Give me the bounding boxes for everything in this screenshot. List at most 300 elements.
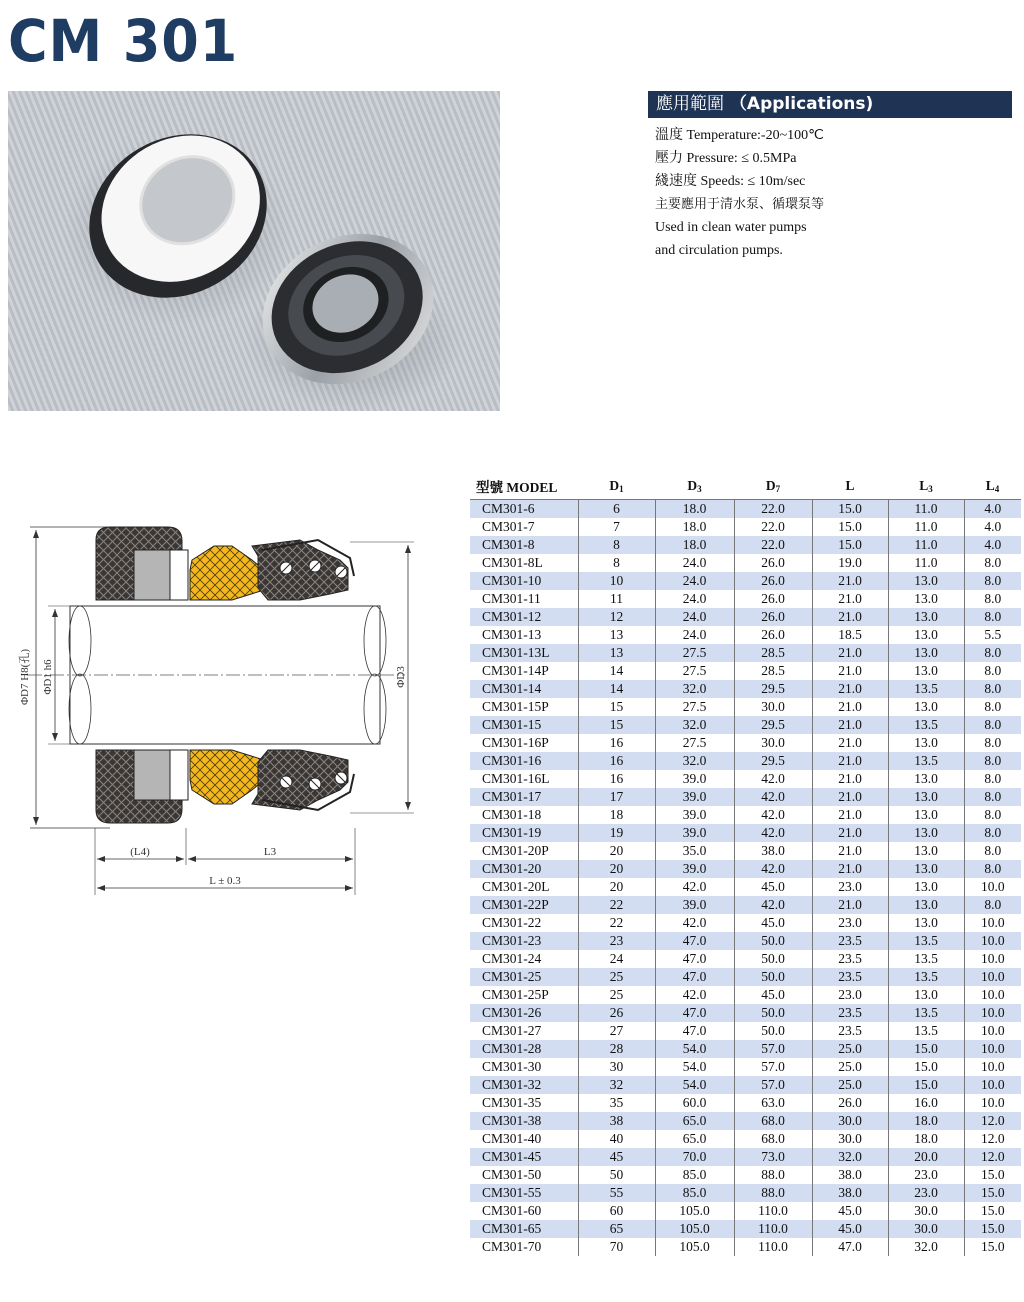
- cell-d3: 27.5: [655, 662, 734, 680]
- cell-d3: 105.0: [655, 1220, 734, 1238]
- cell-d3: 24.0: [655, 572, 734, 590]
- cell-d3: 32.0: [655, 716, 734, 734]
- cell-model: CM301-35: [470, 1094, 578, 1112]
- cell-d3: 18.0: [655, 536, 734, 554]
- cell-l: 45.0: [812, 1202, 888, 1220]
- cell-l3: 13.5: [888, 932, 964, 950]
- cell-model: CM301-20: [470, 860, 578, 878]
- table-row: [470, 1166, 1021, 1184]
- cell-d7: 50.0: [734, 1004, 812, 1022]
- product-photo: [8, 91, 500, 411]
- cell-l4: 10.0: [964, 1076, 1021, 1094]
- cell-d1: 30: [578, 1058, 655, 1076]
- cell-l3: 11.0: [888, 518, 964, 536]
- cell-l3: 13.0: [888, 572, 964, 590]
- cell-l4: 8.0: [964, 842, 1021, 860]
- cell-l3: 30.0: [888, 1202, 964, 1220]
- table-row: [470, 698, 1021, 716]
- cell-d1: 20: [578, 860, 655, 878]
- dimension-table: [470, 473, 1021, 1256]
- cell-d7: 45.0: [734, 986, 812, 1004]
- cell-l4: 8.0: [964, 554, 1021, 572]
- cell-l3: 18.0: [888, 1130, 964, 1148]
- cell-d3: 42.0: [655, 914, 734, 932]
- table-row: [470, 734, 1021, 752]
- cell-l: 38.0: [812, 1166, 888, 1184]
- cell-l3: 20.0: [888, 1148, 964, 1166]
- cell-model: CM301-6: [470, 500, 578, 519]
- dim-label-l4: (L4): [130, 846, 150, 858]
- cell-l: 23.5: [812, 932, 888, 950]
- cell-l: 15.0: [812, 500, 888, 519]
- cell-l: 25.0: [812, 1058, 888, 1076]
- cell-d3: 47.0: [655, 1022, 734, 1040]
- cell-l: 23.5: [812, 1004, 888, 1022]
- cell-l4: 8.0: [964, 770, 1021, 788]
- cell-l3: 13.0: [888, 608, 964, 626]
- cell-model: CM301-8L: [470, 554, 578, 572]
- cell-l4: 4.0: [964, 536, 1021, 554]
- cell-d7: 29.5: [734, 680, 812, 698]
- cell-l4: 10.0: [964, 1094, 1021, 1112]
- header-d7: $D_7$: [765, 478, 781, 494]
- cell-d7: 42.0: [734, 788, 812, 806]
- cell-d7: 42.0: [734, 860, 812, 878]
- cell-d3: 105.0: [655, 1202, 734, 1220]
- cell-l4: 10.0: [964, 986, 1021, 1004]
- table-row: [470, 914, 1021, 932]
- cell-l4: 4.0: [964, 518, 1021, 536]
- cell-l4: 8.0: [964, 788, 1021, 806]
- cell-l: 19.0: [812, 554, 888, 572]
- cell-model: CM301-30: [470, 1058, 578, 1076]
- cell-model: CM301-32: [470, 1076, 578, 1094]
- cell-model: CM301-15P: [470, 698, 578, 716]
- header-d1: $D_1$: [609, 478, 624, 494]
- cell-d1: 24: [578, 950, 655, 968]
- usage-line-cn: 主要應用于清水泵、循環泵等: [655, 197, 825, 212]
- cell-l: 21.0: [812, 788, 888, 806]
- cell-d7: 63.0: [734, 1094, 812, 1112]
- cell-l3: 13.0: [888, 878, 964, 896]
- cell-l: 23.0: [812, 986, 888, 1004]
- cell-d7: 30.0: [734, 734, 812, 752]
- cell-d1: 60: [578, 1202, 655, 1220]
- cell-d7: 26.0: [734, 554, 812, 572]
- cell-d3: 70.0: [655, 1148, 734, 1166]
- cell-l3: 11.0: [888, 500, 964, 519]
- table-row: [470, 986, 1021, 1004]
- cell-l4: 8.0: [964, 824, 1021, 842]
- cell-model: CM301-11: [470, 590, 578, 608]
- header-model: 型號 MODEL: [476, 480, 558, 495]
- cell-l3: 11.0: [888, 554, 964, 572]
- cell-d3: 27.5: [655, 698, 734, 716]
- table-row: [470, 662, 1021, 680]
- cell-l3: 13.0: [888, 626, 964, 644]
- cell-model: CM301-16P: [470, 734, 578, 752]
- cell-model: CM301-18: [470, 806, 578, 824]
- cell-d1: 15: [578, 698, 655, 716]
- dim-label-l3: L3: [263, 846, 277, 858]
- cell-model: CM301-22: [470, 914, 578, 932]
- cell-l4: 10.0: [964, 1040, 1021, 1058]
- cell-d1: 65: [578, 1220, 655, 1238]
- applications-list: [655, 124, 824, 262]
- cell-d1: 32: [578, 1076, 655, 1094]
- cell-l4: 15.0: [964, 1220, 1021, 1238]
- cell-l: 25.0: [812, 1076, 888, 1094]
- cell-model: CM301-40: [470, 1130, 578, 1148]
- cell-d1: 16: [578, 770, 655, 788]
- cell-d1: 14: [578, 680, 655, 698]
- table-row: [470, 680, 1021, 698]
- cell-d1: 14: [578, 662, 655, 680]
- cell-l3: 23.0: [888, 1166, 964, 1184]
- cell-l3: 13.0: [888, 896, 964, 914]
- table-row: [470, 500, 1021, 519]
- cell-d3: 47.0: [655, 932, 734, 950]
- cell-d7: 57.0: [734, 1076, 812, 1094]
- cell-model: CM301-8: [470, 536, 578, 554]
- cell-d3: 24.0: [655, 590, 734, 608]
- cell-l4: 15.0: [964, 1166, 1021, 1184]
- cell-d1: 13: [578, 644, 655, 662]
- cell-l3: 13.5: [888, 1004, 964, 1022]
- cell-l3: 13.0: [888, 806, 964, 824]
- cell-l4: 15.0: [964, 1202, 1021, 1220]
- cell-d1: 13: [578, 626, 655, 644]
- cell-model: CM301-55: [470, 1184, 578, 1202]
- cell-d1: 10: [578, 572, 655, 590]
- cell-l: 30.0: [812, 1130, 888, 1148]
- cell-d1: 22: [578, 914, 655, 932]
- cell-d7: 57.0: [734, 1058, 812, 1076]
- cell-l: 21.0: [812, 734, 888, 752]
- cell-l4: 8.0: [964, 608, 1021, 626]
- cell-d1: 55: [578, 1184, 655, 1202]
- cell-l3: 13.0: [888, 824, 964, 842]
- cell-l: 21.0: [812, 896, 888, 914]
- cell-d7: 45.0: [734, 914, 812, 932]
- cell-d1: 40: [578, 1130, 655, 1148]
- cell-d7: 22.0: [734, 536, 812, 554]
- cell-l: 21.0: [812, 806, 888, 824]
- cell-l4: 8.0: [964, 662, 1021, 680]
- cell-d1: 28: [578, 1040, 655, 1058]
- cell-d7: 50.0: [734, 932, 812, 950]
- table-row: [470, 536, 1021, 554]
- cell-d1: 22: [578, 896, 655, 914]
- cell-model: CM301-65: [470, 1220, 578, 1238]
- cell-d7: 26.0: [734, 608, 812, 626]
- cell-l4: 8.0: [964, 896, 1021, 914]
- cell-l: 21.0: [812, 572, 888, 590]
- cell-l3: 13.0: [888, 860, 964, 878]
- header-l4: $L_4$: [985, 478, 1000, 494]
- cell-l4: 15.0: [964, 1238, 1021, 1256]
- cell-l3: 13.0: [888, 590, 964, 608]
- cell-d3: 42.0: [655, 878, 734, 896]
- cell-l4: 10.0: [964, 1004, 1021, 1022]
- table-row: [470, 1130, 1021, 1148]
- cell-d7: 42.0: [734, 770, 812, 788]
- cell-l3: 15.0: [888, 1058, 964, 1076]
- cell-l3: 13.0: [888, 788, 964, 806]
- table-row: [470, 1094, 1021, 1112]
- cell-model: CM301-25P: [470, 986, 578, 1004]
- cell-d7: 29.5: [734, 716, 812, 734]
- cell-model: CM301-15: [470, 716, 578, 734]
- cell-l3: 13.0: [888, 770, 964, 788]
- cell-l: 47.0: [812, 1238, 888, 1256]
- cell-d1: 25: [578, 968, 655, 986]
- cell-d3: 27.5: [655, 734, 734, 752]
- cell-d1: 12: [578, 608, 655, 626]
- cell-d1: 8: [578, 554, 655, 572]
- table-row: [470, 1022, 1021, 1040]
- table-row: [470, 896, 1021, 914]
- cell-d3: 39.0: [655, 896, 734, 914]
- cell-model: CM301-7: [470, 518, 578, 536]
- table-row: [470, 878, 1021, 896]
- cell-model: CM301-16L: [470, 770, 578, 788]
- table-row: [470, 1076, 1021, 1094]
- table-row: [470, 1238, 1021, 1256]
- cell-l4: 8.0: [964, 734, 1021, 752]
- cell-d1: 25: [578, 986, 655, 1004]
- table-row: [470, 1220, 1021, 1238]
- cell-d1: 38: [578, 1112, 655, 1130]
- usage-line-en-1: Used in clean water pumps: [655, 220, 807, 235]
- cell-l3: 13.0: [888, 698, 964, 716]
- cell-d7: 30.0: [734, 698, 812, 716]
- cell-d1: 26: [578, 1004, 655, 1022]
- cell-d3: 18.0: [655, 500, 734, 519]
- cell-l: 15.0: [812, 518, 888, 536]
- cell-l: 21.0: [812, 824, 888, 842]
- applications-header: [648, 91, 1012, 118]
- table-row: [470, 860, 1021, 878]
- cell-l: 21.0: [812, 752, 888, 770]
- cell-d1: 20: [578, 878, 655, 896]
- cell-d3: 32.0: [655, 752, 734, 770]
- cell-l: 21.0: [812, 842, 888, 860]
- cell-d3: 39.0: [655, 770, 734, 788]
- header-d3: $D_3$: [687, 478, 702, 494]
- cell-d3: 35.0: [655, 842, 734, 860]
- cell-l3: 13.0: [888, 914, 964, 932]
- cell-l4: 10.0: [964, 968, 1021, 986]
- table-row: [470, 824, 1021, 842]
- cell-d1: 20: [578, 842, 655, 860]
- cell-d1: 45: [578, 1148, 655, 1166]
- cell-model: CM301-70: [470, 1238, 578, 1256]
- cell-d3: 105.0: [655, 1238, 734, 1256]
- table-row: [470, 1112, 1021, 1130]
- cell-d3: 65.0: [655, 1130, 734, 1148]
- cell-d3: 47.0: [655, 1004, 734, 1022]
- cell-d3: 42.0: [655, 986, 734, 1004]
- cell-d7: 42.0: [734, 824, 812, 842]
- cell-model: CM301-12: [470, 608, 578, 626]
- cell-l: 21.0: [812, 770, 888, 788]
- cell-model: CM301-22P: [470, 896, 578, 914]
- cell-model: CM301-16: [470, 752, 578, 770]
- cell-l: 32.0: [812, 1148, 888, 1166]
- cell-l4: 10.0: [964, 932, 1021, 950]
- cell-l4: 8.0: [964, 590, 1021, 608]
- table-row: [470, 716, 1021, 734]
- cell-d3: 39.0: [655, 806, 734, 824]
- cell-model: CM301-13: [470, 626, 578, 644]
- table-row: [470, 932, 1021, 950]
- dim-label-d3: ΦD3: [395, 666, 407, 688]
- table-body: [470, 500, 1021, 1257]
- cell-d3: 24.0: [655, 554, 734, 572]
- cell-d7: 88.0: [734, 1166, 812, 1184]
- cell-l: 21.0: [812, 644, 888, 662]
- cell-d1: 23: [578, 932, 655, 950]
- table-row: [470, 788, 1021, 806]
- cell-d3: 27.5: [655, 644, 734, 662]
- product-title: CM 301: [8, 7, 239, 75]
- cell-l3: 13.0: [888, 986, 964, 1004]
- cell-d1: 18: [578, 806, 655, 824]
- header-l: L: [845, 478, 855, 493]
- cell-model: CM301-60: [470, 1202, 578, 1220]
- table-row: [470, 1184, 1021, 1202]
- dim-label-d7: ΦD7 H8(孔): [19, 648, 31, 706]
- dim-label-d1: ΦD1 h6: [42, 659, 54, 695]
- cell-d7: 68.0: [734, 1112, 812, 1130]
- cell-d3: 54.0: [655, 1040, 734, 1058]
- cell-l3: 13.0: [888, 734, 964, 752]
- cell-d3: 85.0: [655, 1184, 734, 1202]
- cell-d1: 27: [578, 1022, 655, 1040]
- cell-l4: 10.0: [964, 878, 1021, 896]
- cell-d7: 73.0: [734, 1148, 812, 1166]
- cell-l3: 13.5: [888, 950, 964, 968]
- cell-model: CM301-14P: [470, 662, 578, 680]
- cell-d1: 7: [578, 518, 655, 536]
- cell-l3: 13.0: [888, 644, 964, 662]
- cell-l4: 10.0: [964, 914, 1021, 932]
- cell-d7: 42.0: [734, 806, 812, 824]
- cell-d7: 68.0: [734, 1130, 812, 1148]
- cell-l: 21.0: [812, 590, 888, 608]
- cell-l: 38.0: [812, 1184, 888, 1202]
- cell-model: CM301-25: [470, 968, 578, 986]
- cell-d7: 110.0: [734, 1202, 812, 1220]
- cell-d1: 16: [578, 734, 655, 752]
- cell-d1: 19: [578, 824, 655, 842]
- cell-l4: 12.0: [964, 1148, 1021, 1166]
- cell-d7: 50.0: [734, 950, 812, 968]
- cell-l4: 12.0: [964, 1130, 1021, 1148]
- cell-l3: 15.0: [888, 1076, 964, 1094]
- cell-d7: 26.0: [734, 572, 812, 590]
- cell-l4: 8.0: [964, 698, 1021, 716]
- table-row: [470, 968, 1021, 986]
- cell-model: CM301-24: [470, 950, 578, 968]
- cell-d3: 65.0: [655, 1112, 734, 1130]
- cell-d1: 50: [578, 1166, 655, 1184]
- cell-l3: 11.0: [888, 536, 964, 554]
- cell-model: CM301-17: [470, 788, 578, 806]
- table-row: [470, 1058, 1021, 1076]
- cell-model: CM301-19: [470, 824, 578, 842]
- cell-d7: 38.0: [734, 842, 812, 860]
- cell-d3: 24.0: [655, 626, 734, 644]
- cell-l4: 8.0: [964, 806, 1021, 824]
- cell-d7: 26.0: [734, 626, 812, 644]
- cell-l3: 18.0: [888, 1112, 964, 1130]
- cell-l3: 15.0: [888, 1040, 964, 1058]
- cell-l: 23.5: [812, 950, 888, 968]
- cell-l: 21.0: [812, 608, 888, 626]
- cell-model: CM301-13L: [470, 644, 578, 662]
- table-row: [470, 1040, 1021, 1058]
- cell-d7: 42.0: [734, 896, 812, 914]
- cell-d1: 70: [578, 1238, 655, 1256]
- cell-model: CM301-26: [470, 1004, 578, 1022]
- cell-d7: 29.5: [734, 752, 812, 770]
- cell-model: CM301-45: [470, 1148, 578, 1166]
- cell-d1: 15: [578, 716, 655, 734]
- cell-l3: 13.0: [888, 662, 964, 680]
- cell-d7: 57.0: [734, 1040, 812, 1058]
- cell-l: 21.0: [812, 860, 888, 878]
- cell-d3: 39.0: [655, 788, 734, 806]
- cell-l3: 13.5: [888, 680, 964, 698]
- cell-model: CM301-28: [470, 1040, 578, 1058]
- cell-l4: 8.0: [964, 572, 1021, 590]
- table-row: [470, 554, 1021, 572]
- cell-d7: 110.0: [734, 1220, 812, 1238]
- table-row: [470, 1004, 1021, 1022]
- cell-l3: 30.0: [888, 1220, 964, 1238]
- cell-l3: 32.0: [888, 1238, 964, 1256]
- cell-d1: 11: [578, 590, 655, 608]
- table-row: [470, 1202, 1021, 1220]
- cell-l: 45.0: [812, 1220, 888, 1238]
- dim-label-l: L ± 0.3: [209, 875, 241, 887]
- speed-line: 綫速度 Speeds: ≤ 10m/sec: [655, 174, 806, 189]
- table-row: [470, 518, 1021, 536]
- table-row: [470, 806, 1021, 824]
- cell-d3: 60.0: [655, 1094, 734, 1112]
- applications-header-cn: 應用範圍: [656, 94, 724, 114]
- cell-d1: 35: [578, 1094, 655, 1112]
- table-row: [470, 590, 1021, 608]
- cell-d3: 24.0: [655, 608, 734, 626]
- cell-d1: 16: [578, 752, 655, 770]
- cell-model: CM301-20P: [470, 842, 578, 860]
- cell-d3: 47.0: [655, 968, 734, 986]
- cell-d1: 17: [578, 788, 655, 806]
- cell-d7: 28.5: [734, 662, 812, 680]
- cell-d1: 6: [578, 500, 655, 519]
- cell-d7: 22.0: [734, 518, 812, 536]
- table-row: [470, 770, 1021, 788]
- cell-model: CM301-38: [470, 1112, 578, 1130]
- cell-d7: 28.5: [734, 644, 812, 662]
- cell-l: 25.0: [812, 1040, 888, 1058]
- table-row: [470, 752, 1021, 770]
- cell-d3: 85.0: [655, 1166, 734, 1184]
- cell-d3: 32.0: [655, 680, 734, 698]
